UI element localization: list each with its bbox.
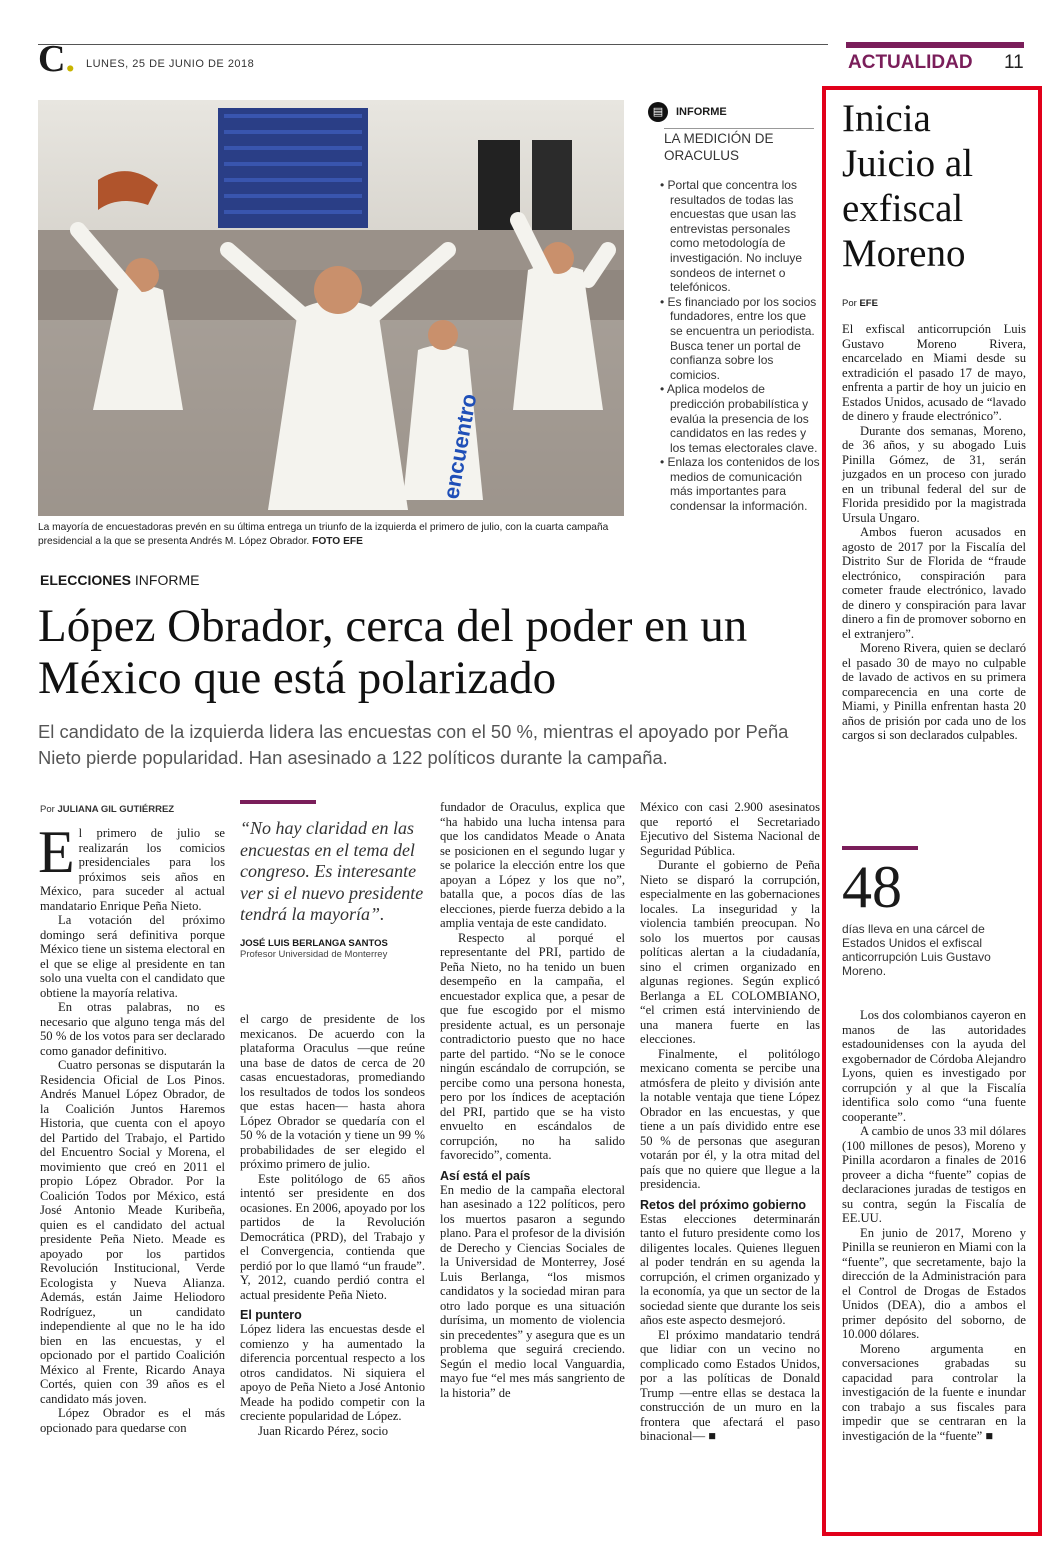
sidebar-byline: Por EFE: [842, 298, 878, 309]
subheading: Retos del próximo gobierno: [640, 1197, 806, 1212]
sidebar-headline: Inicia Juicio al exfiscal Moreno: [842, 97, 974, 275]
figure-accent-bar: [842, 846, 918, 850]
list-item: • Es financiado por los socios fundadores, entre los que se encuentra un periodista. Busca tener un portal de confianza sobre los comicios.: [660, 295, 820, 383]
paragraph: A cambio de unos 33 mil dólares (100 millones de pesos), Moreno y Pinilla acordaron a finales de 2016 proveer a dicha “fuente” copias de declaraciones juradas de testigos en su contra, según la Fiscalía de EE.UU.: [842, 1124, 1026, 1225]
svg-text:encuentro: encuentro: [438, 391, 482, 501]
page-number: 11: [1004, 52, 1024, 73]
quote-text: “No hay claridad en las encuestas en el tema del congreso. Es interesante ver si el nuevo presidente tendrá la mayoría”.: [240, 818, 424, 924]
subheading: El puntero: [240, 1308, 302, 1322]
subheading: Así está el país: [440, 1168, 531, 1183]
paragraph: López Obrador es el más opcionado para quedarse con: [40, 1406, 225, 1435]
article-byline: Por JULIANA GIL GUTIÉRREZ: [40, 804, 175, 815]
document-icon: ▤: [648, 102, 668, 122]
paragraph: l primero de julio se realizarán los comicios presidenciales para los próximos seis años en México, para suceder al actual mandatario Enrique Peña Nieto.: [40, 826, 225, 913]
info-label: INFORME: [676, 106, 727, 118]
article-column-1: [38, 819, 225, 1435]
paragraph: Finalmente, el politólogo mexicano comenta se percibe una atmósfera de pleito y división ante la notable ventaja que tiene López Obrador en las encuestas, y que tiene a un país dividido entre ese 50 % de personas que aseguran votarán por él, y la otra mitad del país que no quiere que llegue a la presidencia.: [640, 1046, 820, 1191]
list-item: • Aplica modelos de predicción probabilística y evalúa la presencia de los candidatos en las redes y los temas electorales clave.: [660, 382, 820, 455]
quote-author: JOSÉ LUIS BERLANGA SANTOS: [240, 937, 388, 949]
list-item: • Enlaza los contenidos de los medios de comunicación más importantes para condensar la información.: [660, 455, 820, 513]
paragraph: Moreno Rivera, quien se declaró el pasado 30 de mayo no culpable de lavado de activos en su primera comparecencia en una corte de Miami, y Pinilla enfrentan hasta 20 años de prisión por cada uno de los cargos si son declarados culpables.: [842, 641, 1026, 742]
info-title: LA MEDICIÓN DE ORACULUS: [664, 128, 814, 164]
article-deck: El candidato de la izquierda lidera las encuestas con el 50 %, mientras el apoyado por Peña Nieto pierde popularidad. Han asesinado a 122 políticos durante la campaña.: [38, 721, 789, 768]
article-column-4: [640, 800, 820, 1520]
paragraph: López lidera las encuestas desde el comienzo y ha aumentado la diferencia porcentual respecto a los otros candidatos. Ni siquiera el apoyo de Peña Nieto a José Antonio Meade ha podido competir con la creciente popularidad de López.: [240, 1322, 425, 1423]
paragraph: El exfiscal anticorrupción Luis Gustavo Moreno Rivera, encarcelado en Miami desde su extradición el pasado 17 de mayo, enfrenta a partir de hoy un juicio en Estados Unidos, acusado de “lavado de dinero y fraude electrónico”.: [842, 322, 1026, 423]
drop-cap: E: [38, 819, 75, 885]
paragraph: Respecto al porqué el representante del PRI, partido de Peña Nieto, no ha tenido un buen desempeño en la campaña, el encuestador explica que, a pesar de que fue escogido por el mismo presidente actual, es un personaje contradictorio puesto que no hace parte del partido. “No se le conoce ningún escándalo de corrupción, se percibe como una persona honesta, pero por los índices de aceptación del PRI, partido que se ha visto envuelto en escándalos de corrupción, no ha salido favorecido”, comenta.: [440, 930, 625, 1162]
article-headline: López Obrador, cerca del poder en un México que está polarizado: [38, 600, 748, 704]
article-kicker: ELECCIONES INFORME: [40, 572, 200, 588]
newspaper-logo: C.: [38, 38, 75, 80]
paragraph: En medio de la campaña electoral han asesinado a 122 políticos, pero los muertos pasaron a segundo plano. Para el profesor de la división de Derecho y Ciencias Sociales de la Universidad de Monterrey, José Luis Berlanga, “los mismos candidatos y la sociedad miran para otro lado porque es una situación durísima, un momento de violencia sin precedentes” y asegura que es un problema que seguirá creciendo. Según el medio local Vanguardia, mayo fue “el mes más sangriento de la historia” de: [440, 1182, 626, 1400]
paragraph: Durante el gobierno de Peña Nieto se disparó la corrupción, especialmente en las gobernaciones locales. La inseguridad y la violencia también preocupan. No solo los muertos por causas políticas alertan a la ciudadanía, sino el crimen organizado en algunas regiones. Según explicó Berlanga a EL COLOMBIANO, “el crimen está interviniendo de una manera fuerte en las elecciones.: [640, 858, 820, 1046]
issue-date: LUNES, 25 DE JUNIO DE 2018: [86, 58, 255, 70]
paragraph: Los dos colombianos cayeron en manos de las autoridades estadounidenses con la ayuda del exgobernador de Córdoba Alejandro Lyons, quien es investigado por corrupción y al que la Fiscalía identifica solo como “una fuente cooperante”.: [842, 1008, 1026, 1124]
sidebar-body-continued: [842, 1008, 1026, 1443]
paragraph: Juan Ricardo Pérez, socio: [258, 1423, 389, 1438]
pull-quote: [240, 800, 425, 960]
paragraph: En junio de 2017, Moreno y Pinilla se reunieron en Miami con la “fuente”, que secretamente, bajo la dirección de la Administración para el Control de Drogas de Estados Unidos (DEA), dio a ambos el primer depósito del soborno, de 10.000 dólares.: [842, 1225, 1026, 1341]
article-column-3: [440, 800, 625, 1400]
key-figure-text: días lleva en una cárcel de Estados Unidos el exfiscal anticorrupción Luis Gustavo Moreno.: [842, 922, 991, 978]
paragraph: fundador de Oraculus, explica que “ha habido una lucha intensa para que los candidatos Meade o Anata se posicionen en el segundo lugar y se polarice la elección entre los que apoyan a López y los que no”, batalla que, a pocos días de las elecciones, pierde fuerza debido a la amplia ventaja de este candidato.: [440, 800, 625, 930]
info-list: [660, 178, 820, 514]
paragraph: México con casi 2.900 asesinatos que reportó el Secretariado Ejecutivo del Sistema Nacional de Seguridad Pública.: [640, 800, 820, 858]
list-item: • Portal que concentra los resultados de todas las encuestas que usan las entrevistas personales como metodología de investigación. No incluye sondeos de internet o telefónicos.: [660, 178, 820, 295]
photo-caption: La mayoría de encuestadoras prevén en su última entrega un triunfo de la izquierda el primero de julio, con la cuarta campaña presidencial a la que se presenta Andrés M. López Obrador. FOTO EFE: [38, 522, 609, 547]
sidebar-body: [842, 322, 1026, 743]
article-column-2: [240, 1012, 425, 1438]
header-rule: [38, 44, 828, 45]
section-name: ACTUALIDAD: [848, 52, 973, 73]
quote-accent-bar: [240, 800, 316, 804]
paragraph: Cuatro personas se disputarán la Residencia Oficial de Los Pinos. Andrés Manuel López Obrador, de la Coalición Juntos Haremos Historia, que cuenta con el apoyo del Partido del Trabajo, el Partido del Encuentro Social y Morena, el movimiento que creó en 2011 el propio López Obrador. Por la Coalición Todos por México, está José Antonio Meade Kuribeña, quien es el candidato del actual presidente Peña Nieto. Meade es apoyado por los partidos Revolución Institucional, Verde Ecologista y Nueva Alianza. Además, están Jaime Heliodoro Rodríguez, un candidato independiente al que no le ha ido bien en las encuestas, y el opcionado por el partido Coalición México al Frente, Ricardo Anaya Cortés, quien con 39 años es el candidato más joven.: [40, 1058, 225, 1406]
rally-photo: [38, 100, 624, 516]
paragraph: La votación del próximo domingo será definitiva porque México tiene un sistema electoral en el que se elige al presidente en tan solo una vuelta con el candidato que obtiene la mayoría relativa.: [40, 913, 225, 1000]
section-bar: [846, 42, 1024, 48]
paragraph: Estas elecciones determinarán tanto el futuro presidente como los diligentes locales. Quienes lleguen al poder tendrán en su agenda la corrupción, el crimen organizado y la economía, ya que un sector de la sociedad siente que durante los seis años este aspecto desmejoró.: [640, 1211, 820, 1327]
paragraph: Durante dos semanas, Moreno, de 36 años, y su abogado Luis Pinilla Gómez, de 31, serán juzgados en un proceso con jurado en un tribunal federal del sur de Florida presidido por la magistrada Ursula Ungaro.: [842, 423, 1026, 525]
paragraph: El próximo mandatario tendrá que lidiar con un vecino no complicado como Estados Unidos, por a las políticas de Donald Trump —entre ellas se destaca la construcción de un muro en la frontera que afectará el paso binacional— ■: [640, 1327, 820, 1443]
paragraph: Moreno argumenta en conversaciones grabadas su capacidad para controlar la investigación de la fuente e inundar con trabajo a sus fiscales para impedir que se centraran en la investigación de la “fuente” ■: [842, 1341, 1026, 1443]
key-figure-number: 48: [842, 854, 902, 920]
paragraph: el cargo de presidente de los mexicanos. De acuerdo con la plataforma Oraculus —que reúne una base de datos de cerca de 20 casas encuestadoras, promediando los resultados de todos los sondeos que estas hacen— hasta ahora López Obrador se quedaría con el 50 % de la votación y tiene un 99 % probabilidades de ser elegido el próximo primero de julio.: [240, 1012, 425, 1171]
quote-author-role: Profesor Universidad de Monterrey: [240, 948, 388, 960]
paragraph: En otras palabras, no es necesario que alguno tenga más del 50 % de los votos para ser declarado como ganador definitivo.: [40, 1000, 225, 1058]
paragraph: Ambos fueron acusados en agosto de 2017 por la Fiscalía del Distrito Sur de Florida de “fraude electrónico, conspiración para cometer fraude electrónico, lavado de dinero y conspiración para lavar dinero a fin de promover soborno en el extranjero”.: [842, 525, 1026, 641]
paragraph: Este politólogo de 65 años intentó ser presidente en dos ocasiones. En 2006, apoyado por los partidos de la Revolución Democrática (PRD), del Trabajo y el Convergencia, contienda que perdió por lo que llamó “un fraude”. Y, 2012, cuando perdió contra el actual presidente Peña Nieto.: [240, 1171, 425, 1302]
